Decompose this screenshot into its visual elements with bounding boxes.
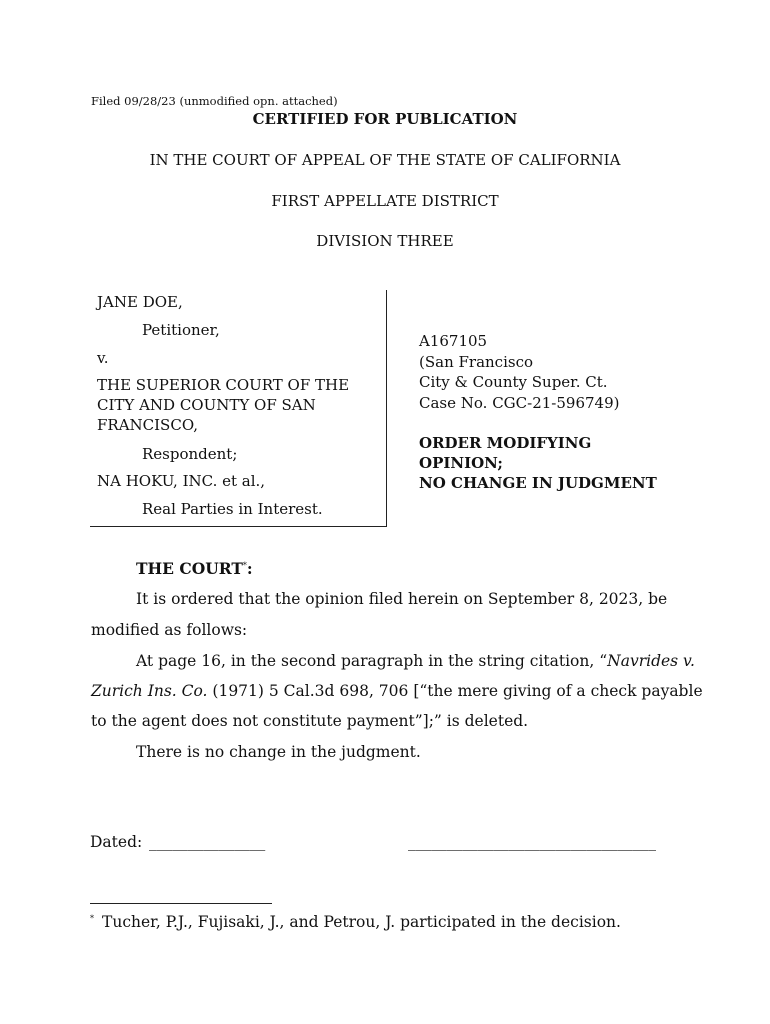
filed-note: Filed 09/28/23 (unmodified opn. attached) [91,94,338,108]
paragraph1-line1: It is ordered that the opinion filed herein on September 8, 2023, be [136,590,668,608]
party-respondent-line3: FRANCISCO, [97,416,199,434]
versus: v. [97,349,109,367]
trial-court-line1: (San Francisco [419,353,534,371]
petitioner-role: Petitioner, [142,321,220,339]
paragraph3: There is no change in the judgment. [136,743,421,761]
court-heading: IN THE COURT OF APPEAL OF THE STATE OF CALIFORNIA [149,151,621,169]
trial-court-line2: City & County Super. Ct. [419,373,608,391]
party-real-parties: NA HOKU, INC. et al., [97,472,266,490]
respondent-role: Respondent; [142,445,238,463]
the-court-label: THE COURT [136,559,243,578]
signature-blank: ________________________________ [408,833,656,851]
real-parties-role: Real Parties in Interest. [142,500,323,518]
paragraph2-line3: to the agent does not constitute payment”];” is deleted. [91,712,529,730]
division-heading: DIVISION THREE [316,232,454,250]
case-name-part1: Navrides v. [607,652,695,670]
order-title-line1: ORDER MODIFYING [419,434,592,452]
dated-blank: _______________ [149,833,266,851]
party-respondent-line1: THE SUPERIOR COURT OF THE [97,376,350,394]
the-court-colon: : [246,559,253,578]
footnote [90,913,621,931]
paragraph2-line2 [91,682,703,700]
footnote-mark: * [90,913,94,923]
case-caption [90,290,387,527]
certified-heading: CERTIFIED FOR PUBLICATION [252,110,518,128]
case-number: A167105 [419,332,488,350]
paragraph2-line1-text: At page 16, in the second paragraph in the string citation, “ [136,652,608,670]
order-title-line2: OPINION; [419,454,503,472]
case-name-part2: Zurich Ins. Co. [91,682,208,700]
dated-label: Dated: [90,833,143,851]
footnote-text: Tucher, P.J., Fujisaki, J., and Petrou, J. participated in the decision. [102,913,621,931]
footnote-divider [90,903,272,904]
the-court-heading [136,559,253,578]
trial-court-line3: Case No. CGC-21-596749) [419,394,620,412]
paragraph2-line2-text: (1971) 5 Cal.3d 698, 706 [“the mere giving of a check payable [207,682,703,700]
paragraph2-line1 [136,652,695,670]
order-title-line3: NO CHANGE IN JUDGMENT [419,474,657,492]
district-heading: FIRST APPELLATE DISTRICT [271,192,499,210]
footnote-reference: * [242,560,247,570]
party-respondent-line2: CITY AND COUNTY OF SAN [97,396,316,414]
party-petitioner: JANE DOE, [97,293,183,311]
paragraph1-line2: modified as follows: [91,621,248,639]
